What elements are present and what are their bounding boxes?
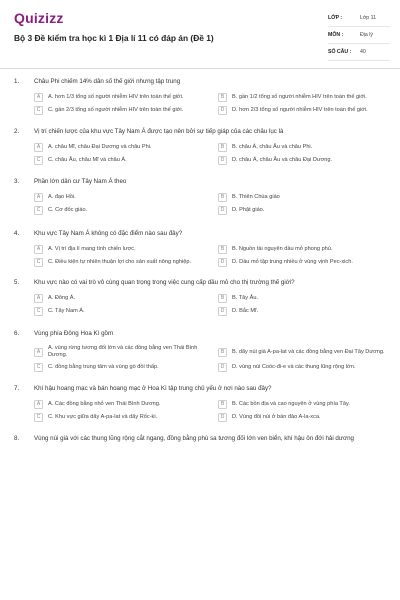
answer-option[interactable] — [34, 156, 214, 165]
meta-label: MÔN : — [328, 32, 344, 38]
answer-option[interactable] — [218, 294, 398, 303]
answer-option[interactable] — [34, 106, 214, 115]
question-text: Phần lớn dân cư Tây Nam Á theo — [34, 178, 127, 185]
answer-option[interactable] — [34, 413, 214, 422]
option-letter-box: A — [34, 193, 43, 202]
option-letter-box: B — [218, 294, 227, 303]
answer-option[interactable] — [218, 400, 398, 409]
question-number: 2. — [14, 128, 20, 135]
question-item — [0, 279, 400, 316]
answer-option[interactable] — [218, 143, 398, 152]
answer-options — [34, 193, 400, 215]
question-item — [0, 178, 400, 215]
question-item — [0, 230, 400, 267]
answer-options — [34, 345, 400, 372]
meta-value: 40 — [360, 49, 366, 55]
answer-option[interactable] — [34, 363, 214, 372]
meta-row-subject — [328, 27, 390, 44]
answer-option[interactable] — [218, 193, 398, 202]
option-letter-box: B — [218, 93, 227, 102]
answer-option[interactable] — [34, 245, 214, 254]
option-letter-box: C — [34, 106, 43, 115]
question-item — [0, 385, 400, 422]
option-text: C. Tây Nam Á. — [48, 308, 85, 314]
meta-row-count — [328, 44, 390, 61]
question-item — [0, 128, 400, 165]
answer-option[interactable] — [34, 400, 214, 409]
answer-option[interactable] — [34, 143, 214, 152]
option-letter-box: C — [34, 156, 43, 165]
option-letter-box: A — [34, 245, 43, 254]
option-letter-box: D — [218, 363, 227, 372]
option-text: B. châu Á, châu Âu và châu Phi. — [232, 144, 313, 150]
option-text: D. Dầu mỏ tập trung nhiều ở vùng vịnh Pec-xich. — [232, 259, 353, 265]
option-letter-box: A — [34, 400, 43, 409]
question-item — [0, 435, 400, 443]
answer-option[interactable] — [218, 413, 398, 422]
option-letter-box: C — [34, 363, 43, 372]
option-letter-box: B — [218, 400, 227, 409]
meta-label: SỐ CÂU : — [328, 49, 352, 55]
answer-option[interactable] — [34, 294, 214, 303]
meta-label: LỚP : — [328, 15, 343, 21]
question-item — [0, 78, 400, 115]
question-item — [0, 330, 400, 372]
page-title: Bộ 3 Đề kiểm tra học kì 1 Địa lí 11 có đáp án (Đề 1) — [14, 33, 214, 43]
option-text: C. châu Âu, châu Mĩ và châu Á. — [48, 157, 127, 163]
answer-option[interactable] — [34, 307, 214, 316]
question-number: 6. — [14, 330, 20, 337]
option-text: D. hơn 2/3 tổng số người nhiễm HIV trên toàn thế giới. — [232, 107, 368, 113]
answer-option[interactable] — [34, 345, 214, 359]
option-text: A. Vị trí địa lí mang tính chiến lược. — [48, 246, 136, 252]
question-number: 7. — [14, 385, 20, 392]
answer-options — [34, 245, 400, 267]
option-text: B. dãy núi già A-pa-lat và các đồng bằng ven Đại Tây Dương. — [232, 348, 385, 355]
quizizz-logo: Quizizz — [14, 10, 64, 26]
option-letter-box: A — [34, 143, 43, 152]
answer-option[interactable] — [218, 245, 398, 254]
option-text: C. gần 2/3 tổng số người nhiễm HIV trên toàn thế giới. — [48, 107, 184, 113]
answer-option[interactable] — [218, 106, 398, 115]
option-letter-box: C — [34, 413, 43, 422]
option-letter-box: D — [218, 206, 227, 215]
option-text: B. gần 1/2 tổng số người nhiễm HIV trên toàn thế giới. — [232, 94, 367, 100]
question-header — [0, 230, 400, 238]
option-text: C. Điều kiện tự nhiên thuận lợi cho sản xuất nông nghiệp. — [48, 259, 191, 265]
answer-option[interactable] — [218, 258, 398, 267]
answer-option[interactable] — [218, 363, 398, 372]
option-letter-box: D — [218, 156, 227, 165]
question-header — [0, 78, 400, 86]
option-text: C. Cơ đốc giáo. — [48, 207, 88, 213]
question-text: Khu vực Tây Nam Á không có đặc điểm nào sau đây? — [34, 230, 183, 237]
answer-options — [34, 93, 400, 115]
option-text: A. đạo Hồi. — [48, 194, 76, 200]
header — [0, 0, 400, 68]
question-header — [0, 435, 400, 443]
answer-option[interactable] — [218, 307, 398, 316]
answer-option[interactable] — [218, 345, 398, 359]
worksheet-meta — [328, 10, 390, 61]
option-text: D. Bắc Mĩ. — [232, 308, 259, 314]
question-number: 5. — [14, 279, 20, 286]
meta-value: Địa lý — [360, 32, 373, 38]
option-letter-box: D — [218, 106, 227, 115]
option-text: B. Các bồn địa và cao nguyên ở vùng phía Tây. — [232, 401, 350, 407]
answer-options — [34, 143, 400, 165]
option-letter-box: C — [34, 258, 43, 267]
option-text: A. vùng rừng tương đối lớn và các đồng bằng ven Thái Bình Dương. — [48, 345, 198, 358]
question-header — [0, 385, 400, 393]
option-text: C. đồng bằng trung tâm và vùng gò đồi thấp. — [48, 364, 159, 370]
answer-option[interactable] — [34, 193, 214, 202]
answer-options — [34, 400, 400, 422]
meta-row-class — [328, 10, 390, 27]
option-text: D. châu Á, châu Âu và châu Đại Dương. — [232, 157, 333, 163]
answer-option[interactable] — [34, 206, 214, 215]
answer-option[interactable] — [218, 156, 398, 165]
question-text: Khu vực nào có vai trò vô cùng quan trọng trong việc cung cấp dầu mỏ cho thị trường thế giới? — [34, 279, 295, 286]
answer-option[interactable] — [218, 206, 398, 215]
option-letter-box: B — [218, 348, 227, 357]
option-letter-box: C — [34, 206, 43, 215]
answer-option[interactable] — [218, 93, 398, 102]
answer-option[interactable] — [34, 93, 214, 102]
answer-option[interactable] — [34, 258, 214, 267]
question-text: Châu Phi chiếm 14% dân số thế giới nhưng tập trung — [34, 78, 181, 85]
option-letter-box: A — [34, 93, 43, 102]
option-letter-box: B — [218, 143, 227, 152]
option-text: D. Vùng đồi núi ở bán đảo A-la-xca. — [232, 414, 321, 420]
question-list — [0, 78, 400, 443]
option-letter-box: B — [218, 245, 227, 254]
question-header — [0, 128, 400, 136]
option-text: D. Phật giáo. — [232, 207, 265, 213]
option-letter-box: C — [34, 307, 43, 316]
option-letter-box: D — [218, 413, 227, 422]
question-number: 4. — [14, 230, 20, 237]
question-header — [0, 178, 400, 186]
option-letter-box: D — [218, 307, 227, 316]
option-text: B. Tây Âu. — [232, 295, 259, 301]
option-text: B. Thiên Chúa giáo — [232, 194, 280, 200]
option-letter-box: B — [218, 193, 227, 202]
question-number: 8. — [14, 435, 20, 442]
option-letter-box: D — [218, 258, 227, 267]
question-number: 1. — [14, 78, 20, 85]
question-text: Vùng phía Đông Hoa Kì gồm — [34, 330, 114, 337]
option-text: A. Các đồng bằng nhỏ ven Thái Bình Dương. — [48, 401, 161, 407]
question-header — [0, 279, 400, 287]
question-header — [0, 330, 400, 338]
option-letter-box: A — [34, 348, 43, 357]
option-text: A. châu Mĩ, châu Đại Dương và châu Phi. — [48, 144, 152, 150]
meta-value: Lớp 11 — [360, 15, 376, 21]
question-text: Vùng núi già với các thung lũng rộng cắt ngang, đồng bằng phù sa tương đối lớn ven biển, khí hậu ôn đới hải dương — [34, 435, 354, 442]
header-divider — [0, 68, 400, 69]
option-text: C. Khu vực giữa dãy A-pa-lat và dãy Rốc-ki. — [48, 414, 158, 420]
option-letter-box: A — [34, 294, 43, 303]
option-text: A. hơn 1/3 tổng số người nhiễm HIV trên toàn thế giới. — [48, 94, 184, 100]
question-text: Khí hậu hoang mạc và bán hoang mạc ở Hoa Kì tập trung chủ yếu ở nơi nào sau đây? — [34, 385, 272, 392]
question-text: Vị trí chiến lược của khu vực Tây Nam Á được tạo nên bởi sự tiếp giáp của các châu lục là — [34, 128, 284, 135]
option-text: B. Nguồn tài nguyên dầu mỏ phong phú. — [232, 246, 333, 252]
question-number: 3. — [14, 178, 20, 185]
answer-options — [34, 294, 400, 316]
option-text: A. Đông Á. — [48, 295, 76, 301]
option-text: D. vùng núi Coóc-đi-e và các thung lũng rộng lớn. — [232, 364, 356, 370]
